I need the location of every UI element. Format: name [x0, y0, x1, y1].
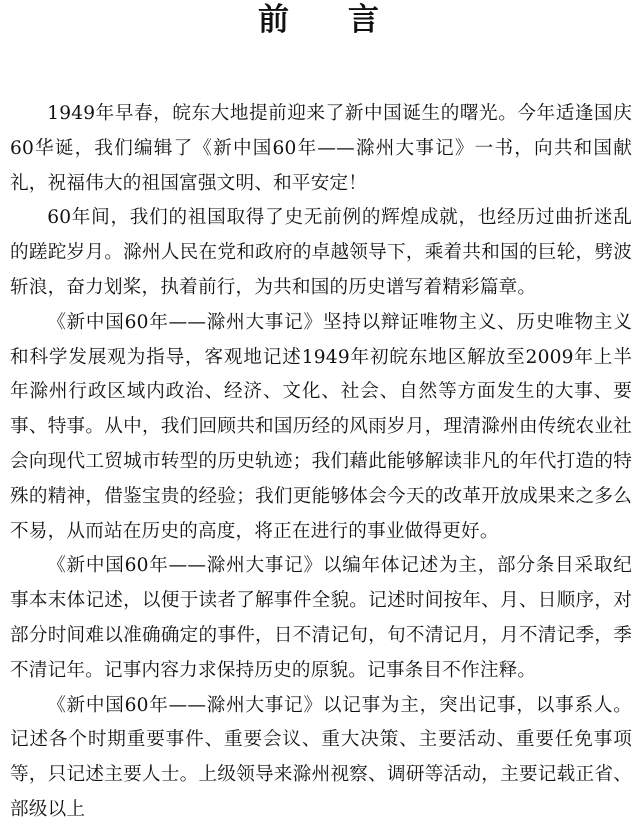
preface-body — [10, 97, 632, 828]
paragraph-3: 《新中国60年——滁州大事记》坚持以辩证唯物主义、历史唯物主义和科学发展观为指导，客观地记述1949年初皖东地区解放至2009年上半年滁州行政区域内政治、经济、文化、社会、自然等方面发生的大事、要事、特事。从中，我们回顾共和国历经的风雨岁月，理清滁州由传统农业社会向现代工贸城市转型的历史轨迹；我们藉此能够解读非凡的年代打造的特殊的精神，借鉴宝贵的经验；我们更能够体会今天的改革开放成果来之多么不易，从而站在历史的高度，将正在进行的事业做得更好。 — [10, 311, 632, 542]
paragraph-4: 《新中国60年——滁州大事记》以编年体记述为主，部分条目采取纪事本末体记述，以便于读者了解事件全貌。记述时间按年、月、日顺序，对部分时间难以准确确定的事件，日不清记旬，旬不清记月，月不清记季，季不清记年。记事内容力求保持历史的原貌。记事条目不作注释。 — [10, 555, 632, 681]
page-title: 前 言 — [258, 2, 393, 38]
paragraph-2: 60年间，我们的祖国取得了史无前例的辉煌成就，也经历过曲折迷乱的蹉跎岁月。滁州人民在党和政府的卓越领导下，乘着共和国的巨轮，劈波斩浪，奋力划桨，执着前行，为共和国的历史谱写着精彩篇章。 — [10, 207, 632, 298]
paragraph-1: 1949年早春，皖东大地提前迎来了新中国诞生的曙光。今年适逢国庆60华诞，我们编辑了《新中国60年——滁州大事记》一书，向共和国献礼，祝福伟大的祖国富强文明、和平安定！ — [10, 103, 632, 194]
paragraph-5: 《新中国60年——滁州大事记》以记事为主，突出记事，以事系人。记述各个时期重要事件、重要会议、重大决策、主要活动、重要任免事项等，只记述主要人士。上级领导来滁州视察、调研等活动，主要记载正省、部级以上 — [10, 694, 632, 820]
